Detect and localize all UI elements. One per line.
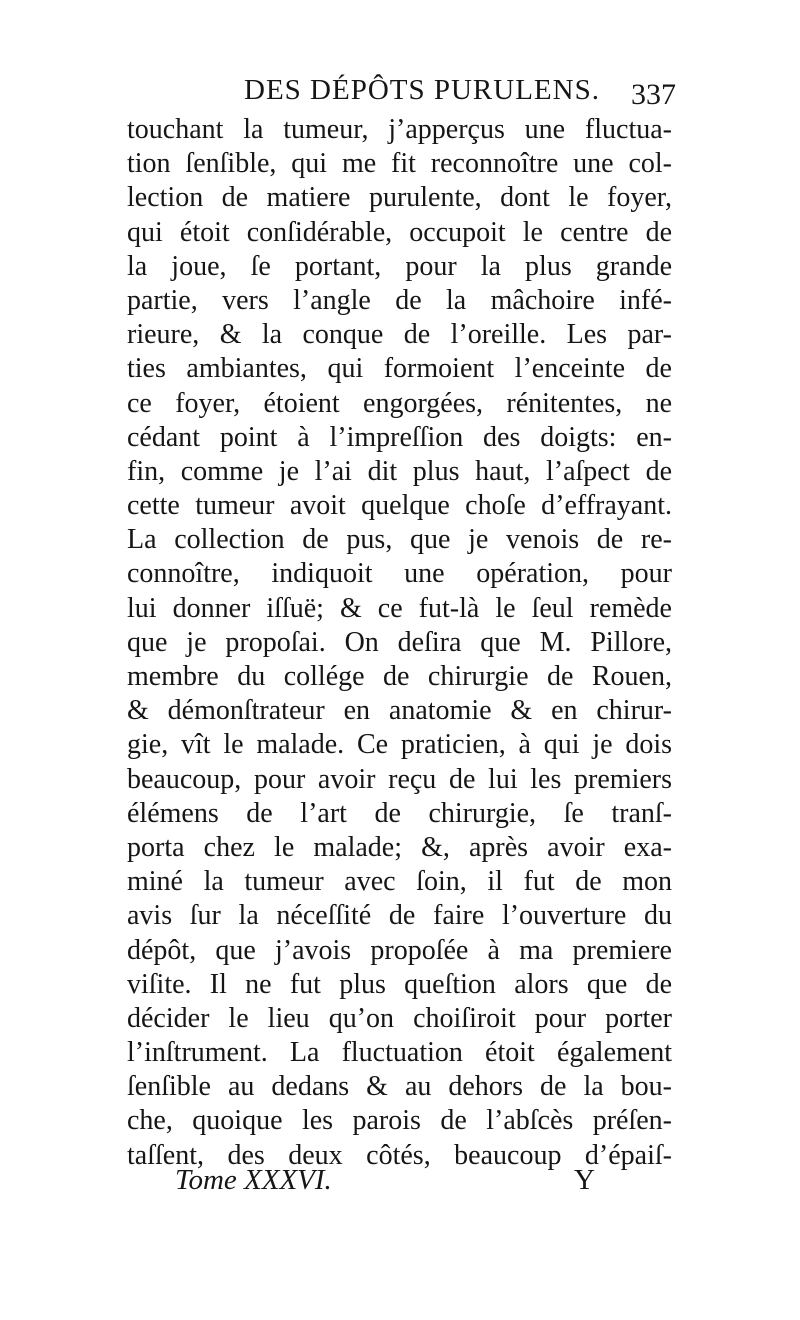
- text-line: membre du collége de chirurgie de Rouen,: [127, 661, 672, 692]
- text-line: miné la tumeur avec ſoin, il fut de mon: [127, 866, 672, 898]
- text-line: partie, vers l’angle de la mâchoire infé-: [127, 284, 672, 316]
- volume-label: Tome XXXVI.: [175, 1164, 332, 1196]
- running-head: [120, 74, 680, 114]
- text-line: que je propoſai. On deſira que M. Pillore,: [127, 626, 672, 658]
- text-line: la joue, ſe portant, pour la plus grande: [127, 250, 672, 282]
- text-line: tion ſenſible, qui me fit reconnoître une col-: [127, 148, 672, 180]
- text-line: La collection de pus, que je venois de re-: [127, 524, 672, 556]
- text-line: dépôt, que j’avois propoſée à ma premiere: [127, 934, 672, 966]
- signature-mark: Y: [574, 1164, 595, 1196]
- text-line: avis ſur la néceſſité de faire l’ouverture du: [127, 900, 672, 932]
- text-line: décider le lieu qu’on choiſiroit pour porter: [127, 1002, 672, 1034]
- text-line: l’inſtrument. La fluctuation étoit également: [127, 1037, 672, 1069]
- text-line: fin, comme je l’ai dit plus haut, l’aſpect de: [127, 455, 672, 487]
- page-footer: [175, 1164, 595, 1204]
- text-line: beaucoup, pour avoir reçu de lui les premiers: [127, 763, 672, 795]
- text-line: qui étoit conſidérable, occupoit le centre de: [127, 216, 672, 248]
- text-line: connoître, indiquoit une opération, pour: [127, 558, 672, 590]
- text-line: ſenſible au dedans & au dehors de la bou-: [127, 1071, 672, 1103]
- text-line: taſſent, des deux côtés, beaucoup d’épaiſ-: [127, 1139, 672, 1171]
- text-line: touchant la tumeur, j’apperçus une fluctua-: [127, 114, 672, 145]
- text-line: cette tumeur avoit quelque choſe d’effrayant.: [127, 490, 672, 522]
- body-text: [127, 113, 672, 1173]
- text-line: gie, vît le malade. Ce praticien, à qui je dois: [127, 729, 672, 761]
- text-line: ties ambiantes, qui formoient l’enceinte de: [127, 353, 672, 385]
- running-title: DES DÉPÔTS PURULENS.: [244, 74, 600, 106]
- text-line: viſite. Il ne fut plus queſtion alors que de: [127, 968, 672, 1000]
- text-line: porta chez le malade; &, après avoir exa-: [127, 831, 672, 863]
- text-line: cédant point à l’impreſſion des doigts: en-: [127, 421, 672, 453]
- text-line: che, quoique les parois de l’abſcès préſen-: [127, 1105, 672, 1137]
- text-line: lui donner iſſuë; & ce fut-là le ſeul remède: [127, 592, 672, 624]
- text-line: rieure, & la conque de l’oreille. Les par-: [127, 319, 672, 351]
- text-line: lection de matiere purulente, dont le foyer,: [127, 182, 672, 214]
- text-line: élémens de l’art de chirurgie, ſe tranſ-: [127, 797, 672, 829]
- page-number: 337: [631, 78, 676, 111]
- text-line: & démonſtrateur en anatomie & en chirur-: [127, 695, 672, 727]
- text-line: ce foyer, étoient engorgées, rénitentes, ne: [127, 387, 672, 419]
